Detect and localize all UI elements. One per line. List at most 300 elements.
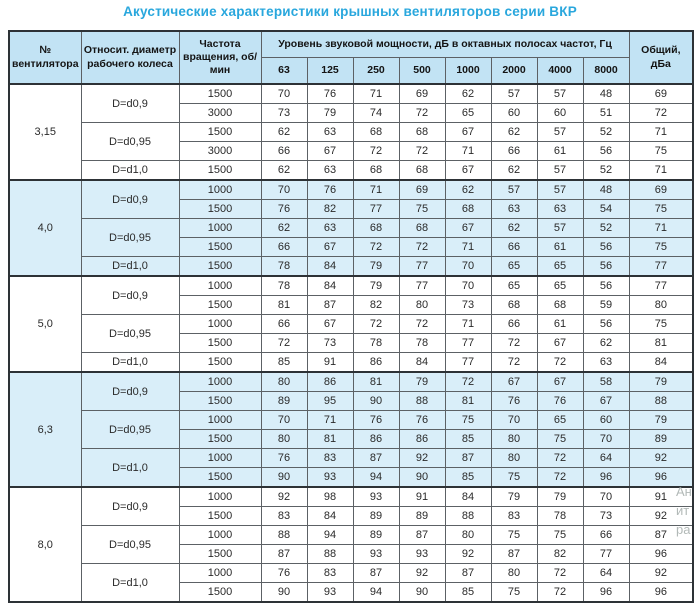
speed-cell: 1500 [179, 257, 261, 277]
spl-value-cell: 76 [261, 564, 307, 583]
spl-value-cell: 93 [399, 545, 445, 564]
total-level-cell: 79 [629, 372, 693, 392]
spl-value-cell: 57 [537, 161, 583, 181]
total-level-cell: 91 [629, 487, 693, 507]
spl-value-cell: 89 [353, 507, 399, 526]
total-level-cell: 75 [629, 238, 693, 257]
table-row [9, 257, 693, 277]
total-level-cell: 80 [629, 296, 693, 315]
total-level-cell: 71 [629, 161, 693, 181]
col-header-octave-8000: 8000 [583, 58, 629, 85]
spl-value-cell: 58 [583, 372, 629, 392]
spl-value-cell: 93 [353, 487, 399, 507]
spl-value-cell: 81 [307, 430, 353, 449]
speed-cell: 1000 [179, 219, 261, 238]
spl-value-cell: 72 [491, 334, 537, 353]
spl-value-cell: 75 [491, 583, 537, 603]
spl-value-cell: 70 [261, 84, 307, 104]
spl-value-cell: 85 [445, 430, 491, 449]
spl-value-cell: 85 [445, 583, 491, 603]
spl-value-cell: 65 [537, 257, 583, 277]
spl-value-cell: 67 [307, 315, 353, 334]
speed-cell: 1000 [179, 276, 261, 296]
speed-cell: 1500 [179, 334, 261, 353]
spl-value-cell: 81 [353, 372, 399, 392]
spl-value-cell: 72 [537, 564, 583, 583]
spl-value-cell: 96 [583, 583, 629, 603]
diameter-cell: D=d0,9 [81, 276, 179, 315]
spl-value-cell: 66 [261, 142, 307, 161]
spl-value-cell: 76 [261, 449, 307, 468]
spl-value-cell: 77 [583, 545, 629, 564]
table-row [9, 123, 693, 142]
spl-value-cell: 63 [583, 353, 629, 373]
total-level-cell: 88 [629, 392, 693, 411]
spl-value-cell: 70 [491, 411, 537, 430]
spl-value-cell: 68 [353, 161, 399, 181]
col-header-octave-2000: 2000 [491, 58, 537, 85]
speed-cell: 1500 [179, 468, 261, 488]
spl-value-cell: 91 [399, 487, 445, 507]
spl-value-cell: 62 [491, 219, 537, 238]
col-header-diameter: Относит. диаметр рабочего колеса [81, 31, 179, 84]
spl-value-cell: 75 [445, 411, 491, 430]
spl-value-cell: 60 [537, 104, 583, 123]
spl-value-cell: 94 [353, 583, 399, 603]
spl-value-cell: 80 [399, 296, 445, 315]
spl-value-cell: 80 [491, 449, 537, 468]
total-level-cell: 79 [629, 411, 693, 430]
spl-value-cell: 82 [353, 296, 399, 315]
col-header-spl-group: Уровень звуковой мощности, дБ в октавных полосах частот, Гц [261, 31, 629, 58]
spl-value-cell: 72 [399, 315, 445, 334]
total-level-cell: 77 [629, 276, 693, 296]
spl-value-cell: 48 [583, 84, 629, 104]
spl-value-cell: 96 [583, 468, 629, 488]
speed-cell: 1000 [179, 315, 261, 334]
total-level-cell: 84 [629, 353, 693, 373]
spl-value-cell: 79 [353, 276, 399, 296]
diameter-cell: D=d0,95 [81, 219, 179, 257]
speed-cell: 1500 [179, 392, 261, 411]
spl-value-cell: 73 [445, 296, 491, 315]
table-row [9, 219, 693, 238]
spl-value-cell: 82 [537, 545, 583, 564]
spl-value-cell: 79 [307, 104, 353, 123]
spl-value-cell: 68 [399, 161, 445, 181]
spl-value-cell: 70 [583, 487, 629, 507]
spl-value-cell: 72 [399, 238, 445, 257]
spl-value-cell: 77 [445, 334, 491, 353]
diameter-cell: D=d0,9 [81, 372, 179, 411]
spl-value-cell: 72 [537, 583, 583, 603]
spl-value-cell: 87 [307, 296, 353, 315]
spl-value-cell: 59 [583, 296, 629, 315]
spl-value-cell: 80 [491, 564, 537, 583]
spl-value-cell: 64 [583, 564, 629, 583]
spl-value-cell: 84 [307, 276, 353, 296]
spl-value-cell: 70 [445, 276, 491, 296]
spl-value-cell: 86 [353, 430, 399, 449]
diameter-cell: D=d0,9 [81, 84, 179, 123]
col-header-octave-250: 250 [353, 58, 399, 85]
watermark [676, 483, 692, 540]
speed-cell: 1000 [179, 372, 261, 392]
spl-value-cell: 66 [491, 142, 537, 161]
spl-value-cell: 75 [537, 430, 583, 449]
spl-value-cell: 66 [261, 238, 307, 257]
col-header-speed: Частота вращения, об/мин [179, 31, 261, 84]
table-row [9, 353, 693, 373]
spl-value-cell: 56 [583, 238, 629, 257]
spl-value-cell: 68 [399, 123, 445, 142]
spl-value-cell: 81 [445, 392, 491, 411]
spl-value-cell: 87 [491, 545, 537, 564]
total-level-cell: 92 [629, 564, 693, 583]
spl-value-cell: 72 [261, 334, 307, 353]
table-body [9, 84, 693, 602]
spl-value-cell: 89 [353, 526, 399, 545]
spl-value-cell: 76 [537, 392, 583, 411]
speed-cell: 1000 [179, 449, 261, 468]
spl-value-cell: 83 [307, 449, 353, 468]
spl-value-cell: 70 [261, 411, 307, 430]
spl-value-cell: 65 [491, 257, 537, 277]
spl-value-cell: 68 [491, 296, 537, 315]
spl-value-cell: 98 [307, 487, 353, 507]
col-header-octave-500: 500 [399, 58, 445, 85]
spl-value-cell: 66 [491, 238, 537, 257]
spl-value-cell: 63 [491, 200, 537, 219]
diameter-cell: D=d1,0 [81, 353, 179, 373]
diameter-cell: D=d1,0 [81, 161, 179, 181]
spl-value-cell: 87 [445, 449, 491, 468]
spl-value-cell: 91 [307, 353, 353, 373]
spl-value-cell: 95 [307, 392, 353, 411]
spl-value-cell: 92 [261, 487, 307, 507]
spl-value-cell: 71 [445, 315, 491, 334]
spl-value-cell: 67 [537, 372, 583, 392]
speed-cell: 1500 [179, 507, 261, 526]
total-level-cell: 81 [629, 334, 693, 353]
spl-value-cell: 72 [399, 142, 445, 161]
spl-value-cell: 66 [583, 526, 629, 545]
table-row [9, 449, 693, 468]
spl-value-cell: 78 [353, 334, 399, 353]
table-row [9, 526, 693, 545]
diameter-cell: D=d1,0 [81, 449, 179, 488]
spl-value-cell: 56 [583, 142, 629, 161]
table-row [9, 161, 693, 181]
table-row [9, 315, 693, 334]
spl-value-cell: 86 [353, 353, 399, 373]
spl-value-cell: 56 [583, 276, 629, 296]
spl-value-cell: 62 [261, 123, 307, 142]
spl-value-cell: 80 [261, 372, 307, 392]
spl-value-cell: 60 [583, 411, 629, 430]
diameter-cell: D=d0,9 [81, 487, 179, 526]
speed-cell: 1500 [179, 161, 261, 181]
spl-value-cell: 70 [583, 430, 629, 449]
spl-value-cell: 78 [261, 276, 307, 296]
spl-value-cell: 84 [445, 487, 491, 507]
spl-value-cell: 70 [445, 257, 491, 277]
spl-value-cell: 80 [261, 430, 307, 449]
spl-value-cell: 75 [399, 200, 445, 219]
spl-value-cell: 65 [445, 104, 491, 123]
spl-value-cell: 87 [353, 564, 399, 583]
total-level-cell: 96 [629, 545, 693, 564]
diameter-cell: D=d1,0 [81, 564, 179, 603]
spl-value-cell: 87 [399, 526, 445, 545]
spl-value-cell: 75 [491, 468, 537, 488]
total-level-cell: 69 [629, 84, 693, 104]
spl-value-cell: 73 [583, 507, 629, 526]
speed-cell: 3000 [179, 104, 261, 123]
spl-value-cell: 48 [583, 180, 629, 200]
spl-value-cell: 73 [261, 104, 307, 123]
col-header-octave-125: 125 [307, 58, 353, 85]
diameter-cell: D=d0,95 [81, 526, 179, 564]
spl-value-cell: 80 [445, 526, 491, 545]
spl-value-cell: 52 [583, 161, 629, 181]
spl-value-cell: 83 [261, 507, 307, 526]
spl-value-cell: 72 [353, 238, 399, 257]
spl-value-cell: 68 [353, 123, 399, 142]
spl-value-cell: 72 [537, 449, 583, 468]
spl-value-cell: 85 [261, 353, 307, 373]
spl-value-cell: 61 [537, 315, 583, 334]
col-header-octave-63: 63 [261, 58, 307, 85]
spl-value-cell: 62 [261, 219, 307, 238]
spl-value-cell: 92 [399, 449, 445, 468]
speed-cell: 1500 [179, 545, 261, 564]
watermark-line: ра [676, 521, 691, 537]
spl-value-cell: 77 [399, 257, 445, 277]
fan-size-cell: 5,0 [9, 276, 81, 372]
spl-value-cell: 72 [491, 353, 537, 373]
spl-value-cell: 67 [307, 238, 353, 257]
spl-value-cell: 67 [445, 161, 491, 181]
spl-value-cell: 60 [491, 104, 537, 123]
spl-value-cell: 71 [445, 142, 491, 161]
spl-value-cell: 77 [353, 200, 399, 219]
speed-cell: 1500 [179, 200, 261, 219]
spl-value-cell: 62 [261, 161, 307, 181]
speed-cell: 1500 [179, 123, 261, 142]
table-row [9, 411, 693, 430]
diameter-cell: D=d0,9 [81, 180, 179, 219]
spl-value-cell: 85 [445, 468, 491, 488]
speed-cell: 1000 [179, 180, 261, 200]
speed-cell: 1000 [179, 487, 261, 507]
speed-cell: 1000 [179, 526, 261, 545]
spl-value-cell: 84 [307, 257, 353, 277]
spl-value-cell: 63 [537, 200, 583, 219]
fan-size-cell: 6,3 [9, 372, 81, 487]
spl-value-cell: 67 [307, 142, 353, 161]
spl-value-cell: 90 [353, 392, 399, 411]
spl-value-cell: 63 [307, 161, 353, 181]
spl-value-cell: 67 [537, 334, 583, 353]
diameter-cell: D=d0,95 [81, 411, 179, 449]
total-level-cell: 89 [629, 430, 693, 449]
spl-value-cell: 83 [491, 507, 537, 526]
spl-value-cell: 57 [537, 180, 583, 200]
spl-value-cell: 78 [537, 507, 583, 526]
spl-value-cell: 66 [261, 315, 307, 334]
spl-value-cell: 52 [583, 123, 629, 142]
watermark-line: Ан [676, 484, 692, 499]
spl-value-cell: 79 [399, 372, 445, 392]
spl-value-cell: 65 [537, 276, 583, 296]
spl-value-cell: 61 [537, 238, 583, 257]
spl-value-cell: 94 [353, 468, 399, 488]
spl-value-cell: 57 [537, 84, 583, 104]
spl-value-cell: 76 [353, 411, 399, 430]
spl-value-cell: 51 [583, 104, 629, 123]
spl-value-cell: 73 [307, 334, 353, 353]
spl-value-cell: 68 [445, 200, 491, 219]
spl-value-cell: 72 [399, 104, 445, 123]
col-header-fan-number: № вентилятора [9, 31, 81, 84]
spl-value-cell: 72 [353, 142, 399, 161]
col-header-octave-1000: 1000 [445, 58, 491, 85]
spl-value-cell: 62 [491, 161, 537, 181]
table-row [9, 487, 693, 507]
spl-value-cell: 82 [307, 200, 353, 219]
spl-value-cell: 81 [261, 296, 307, 315]
diameter-cell: D=d0,95 [81, 123, 179, 161]
page-title: Акустические характеристики крышных вентиляторов серии ВКР [123, 4, 577, 19]
spl-value-cell: 86 [399, 430, 445, 449]
spl-value-cell: 79 [491, 487, 537, 507]
spl-value-cell: 62 [445, 84, 491, 104]
spl-value-cell: 80 [491, 430, 537, 449]
speed-cell: 1000 [179, 564, 261, 583]
spl-value-cell: 79 [537, 487, 583, 507]
fan-size-cell: 4,0 [9, 180, 81, 276]
spl-value-cell: 69 [399, 180, 445, 200]
spl-value-cell: 62 [491, 123, 537, 142]
fan-size-cell: 3,15 [9, 84, 81, 180]
spl-value-cell: 75 [491, 526, 537, 545]
spl-value-cell: 72 [445, 372, 491, 392]
spl-value-cell: 90 [399, 468, 445, 488]
spl-value-cell: 66 [491, 315, 537, 334]
spl-value-cell: 93 [307, 583, 353, 603]
speed-cell: 1500 [179, 296, 261, 315]
spl-value-cell: 61 [537, 142, 583, 161]
spl-value-cell: 84 [307, 507, 353, 526]
spl-value-cell: 68 [537, 296, 583, 315]
spl-value-cell: 71 [307, 411, 353, 430]
spl-value-cell: 71 [353, 180, 399, 200]
speed-cell: 1500 [179, 238, 261, 257]
speed-cell: 1500 [179, 583, 261, 603]
spl-value-cell: 74 [353, 104, 399, 123]
spl-value-cell: 90 [261, 468, 307, 488]
total-level-cell: 72 [629, 104, 693, 123]
acoustic-characteristics-table [8, 30, 694, 603]
total-level-cell: 96 [629, 468, 693, 488]
spl-value-cell: 72 [537, 468, 583, 488]
spl-value-cell: 72 [353, 315, 399, 334]
speed-cell: 1500 [179, 430, 261, 449]
spl-value-cell: 68 [353, 219, 399, 238]
spl-value-cell: 69 [399, 84, 445, 104]
speed-cell: 1500 [179, 353, 261, 373]
spl-value-cell: 63 [307, 123, 353, 142]
spl-value-cell: 83 [307, 564, 353, 583]
spl-value-cell: 56 [583, 257, 629, 277]
col-header-total: Общий, дБа [629, 31, 693, 84]
spl-value-cell: 57 [491, 84, 537, 104]
fan-size-cell: 8,0 [9, 487, 81, 602]
spl-value-cell: 57 [537, 123, 583, 142]
spl-value-cell: 56 [583, 315, 629, 334]
spl-value-cell: 90 [399, 583, 445, 603]
spl-value-cell: 87 [353, 449, 399, 468]
spl-value-cell: 92 [399, 564, 445, 583]
spl-value-cell: 52 [583, 219, 629, 238]
spl-value-cell: 68 [399, 219, 445, 238]
spl-value-cell: 90 [261, 583, 307, 603]
col-header-octave-4000: 4000 [537, 58, 583, 85]
diameter-cell: D=d1,0 [81, 257, 179, 277]
speed-cell: 3000 [179, 142, 261, 161]
spl-value-cell: 62 [445, 180, 491, 200]
spl-value-cell: 87 [261, 545, 307, 564]
spl-value-cell: 76 [399, 411, 445, 430]
spl-value-cell: 87 [445, 564, 491, 583]
spl-value-cell: 93 [307, 468, 353, 488]
spl-value-cell: 72 [537, 353, 583, 373]
spl-value-cell: 65 [537, 411, 583, 430]
spl-value-cell: 76 [491, 392, 537, 411]
spl-value-cell: 63 [307, 219, 353, 238]
spl-value-cell: 84 [399, 353, 445, 373]
spl-value-cell: 89 [261, 392, 307, 411]
total-level-cell: 92 [629, 449, 693, 468]
spl-value-cell: 88 [399, 392, 445, 411]
spl-value-cell: 71 [353, 84, 399, 104]
spl-value-cell: 67 [445, 123, 491, 142]
table-row [9, 276, 693, 296]
total-level-cell: 92 [629, 507, 693, 526]
watermark-line: ит [676, 502, 690, 518]
spl-value-cell: 64 [583, 449, 629, 468]
spl-value-cell: 86 [307, 372, 353, 392]
total-level-cell: 69 [629, 180, 693, 200]
spl-value-cell: 76 [307, 180, 353, 200]
total-level-cell: 75 [629, 142, 693, 161]
spl-value-cell: 62 [583, 334, 629, 353]
total-level-cell: 75 [629, 200, 693, 219]
spl-value-cell: 67 [491, 372, 537, 392]
spl-value-cell: 78 [399, 334, 445, 353]
table-row [9, 180, 693, 200]
spl-value-cell: 70 [261, 180, 307, 200]
total-level-cell: 77 [629, 257, 693, 277]
spl-value-cell: 57 [491, 180, 537, 200]
diameter-cell: D=d0,95 [81, 315, 179, 353]
total-level-cell: 87 [629, 526, 693, 545]
table-row [9, 372, 693, 392]
spl-value-cell: 88 [307, 545, 353, 564]
spl-value-cell: 93 [353, 545, 399, 564]
spl-value-cell: 94 [307, 526, 353, 545]
